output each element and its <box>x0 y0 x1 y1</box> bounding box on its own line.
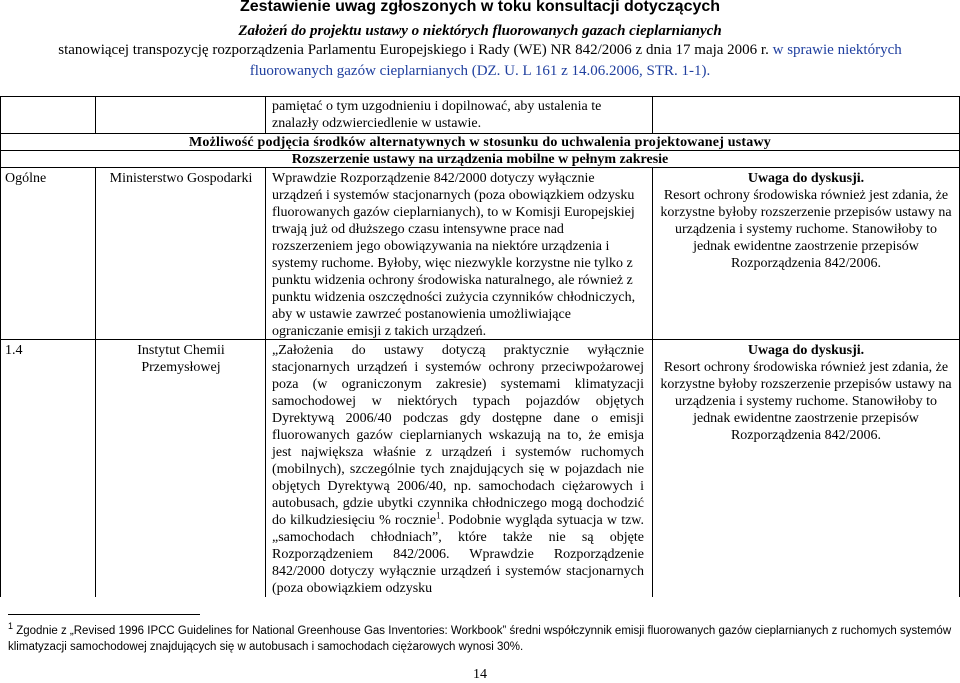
rows-col-divider-1 <box>95 167 96 597</box>
row-1-id: Ogólne <box>5 171 47 186</box>
row-1-response: Resort ochrony środowiska również jest zdania, że korzystne byłoby rozszerzenie przepisów ustawy na urządzenia i systemy ruchome. Stanowiłoby to jednak ewidentne zaostrzenie przepisów Rozporządzenia 842/2006. <box>660 188 952 271</box>
rows-col-divider-2 <box>265 167 266 597</box>
table-left-border <box>0 96 1 133</box>
subsection-heading: Rozszerzenie ustawy na urządzenia mobilne w pełnym zakresie <box>291 152 669 167</box>
table-top-border <box>0 96 960 97</box>
document-subtitle-line-1: stanowiącej transpozycję rozporządzenia Parlamentu Europejskiego i Rady (WE) NR 842/2006 z dnia 17 maja 2006 r. w sprawie niektórych <box>58 42 902 58</box>
page-number: 14 <box>473 667 487 682</box>
col-divider-2 <box>265 96 266 133</box>
row-2-comment: „Założenia do ustawy dotyczą praktycznie wyłącznie stacjonarnych urządzeń i systemów ochrony przeciwpożarowej poza (w ograniczonym zakresie) systemami klimatyzacji samochodowej w niektórych typach pojazdów objętych Dyrektywą 2006/40 podczas gdy dostępne dane o emisji fluorowanych gazów cieplarnianych wskazują na to, że emisja jest największa właśnie z urządzeń i systemów ruchomych (mobilnych), szczególnie tych znajdujących się w pojazdach nie objętych Dyrektywą 2006/40, np. samochodach ciężarowych i autobusach, gdzie ubytki czynnika chłodniczego mogą dochodzić do kilkudziesięciu % rocznie$^1$. Podobnie wygląda sytuacja w tzw. „samochodach chłodniach”, które także nie są objęte Rozporządzeniem 842/2006. Wprawdzie Rozporządzenie 842/2000 dotyczy wyłącznie urządzeń i systemów stacjonarnych (poza obowiązkiem odzysku <box>272 343 644 596</box>
row-2-response: Resort ochrony środowiska również jest zdania, że korzystne byłoby rozszerzenie przepisów ustawy na urządzenia i systemy ruchome. Stanowiłoby to jednak ewidentne zaostrzenie przepisów Rozporządzenia 842/2006. <box>660 360 952 443</box>
rows-col-divider-3 <box>652 167 653 597</box>
document-subtitle: Założeń do projektu ustawy o niektórych fluorowanych gazach cieplarnianych <box>238 23 722 39</box>
document-title: Zestawienie uwag zgłoszonych w toku konsultacji dotyczących <box>239 0 721 15</box>
footnote-mark: 1 <box>8 621 14 632</box>
row-1-comment: Wprawdzie Rozporządzenie 842/2000 dotyczy wyłącznie urządzeń i systemów stacjonarnych (poza obowiązkiem odzysku fluorowanych gazów cieplarnianych), to w Komisji Europejskiej trwają już od dłuższego czasu intensywne prace nad rozszerzeniem jego obowiązywania na niektóre urządzenia i systemy ruchome. Byłoby, więc niezwykle korzystne nie tylko z punktu widzenia ochrony środowiska naturalnego, ale również z punktu widzenia oszczędności zużycia czynników chłodniczych, aby w ustawie zawrzeć postanowienia umożliwiające ograniczanie emisji z takich urządzeń. <box>272 171 636 339</box>
footnote-reference[interactable]: 1 <box>436 510 441 521</box>
section-heading: Możliwość podjęcia środków alternatywnych w stosunku do uchwalenia projektowanej ustawy <box>189 135 771 150</box>
row-2-response-title: Uwaga do dyskusji. <box>747 343 865 358</box>
col-divider-1 <box>95 96 96 133</box>
row-1-response-title: Uwaga do dyskusji. <box>747 171 865 186</box>
row-1-author: Ministerstwo Gospodarki <box>109 171 253 186</box>
footnote: $^1$ Zgodnie z „Revised 1996 IPCC Guidelines for National Greenhouse Gas Inventories: Workbook” średni współczynnik emisji fluorowanych gazów cieplarnianych z ruchomych systemów klimatyzacji samochodowej znajdujących się w autobusach i samochodach ciężarowych wynosi 30%. <box>8 621 952 653</box>
continued-comment-text: pamiętać o tym uzgodnieniu i dopilnować, aby ustalenia te znalazły odzwierciedlenie w ustawie. <box>272 99 602 131</box>
row-2-id: 1.4 <box>5 343 23 358</box>
footnote-separator <box>8 614 200 615</box>
document-subtitle-line-2: fluorowanych gazów cieplarnianych (DZ. U. L 161 z 14.06.2006, STR. 1-1). <box>249 63 711 79</box>
row-2-author: Instytut Chemii Przemysłowej <box>137 343 225 375</box>
col-divider-3 <box>652 96 653 133</box>
rows-left-border <box>0 167 1 597</box>
